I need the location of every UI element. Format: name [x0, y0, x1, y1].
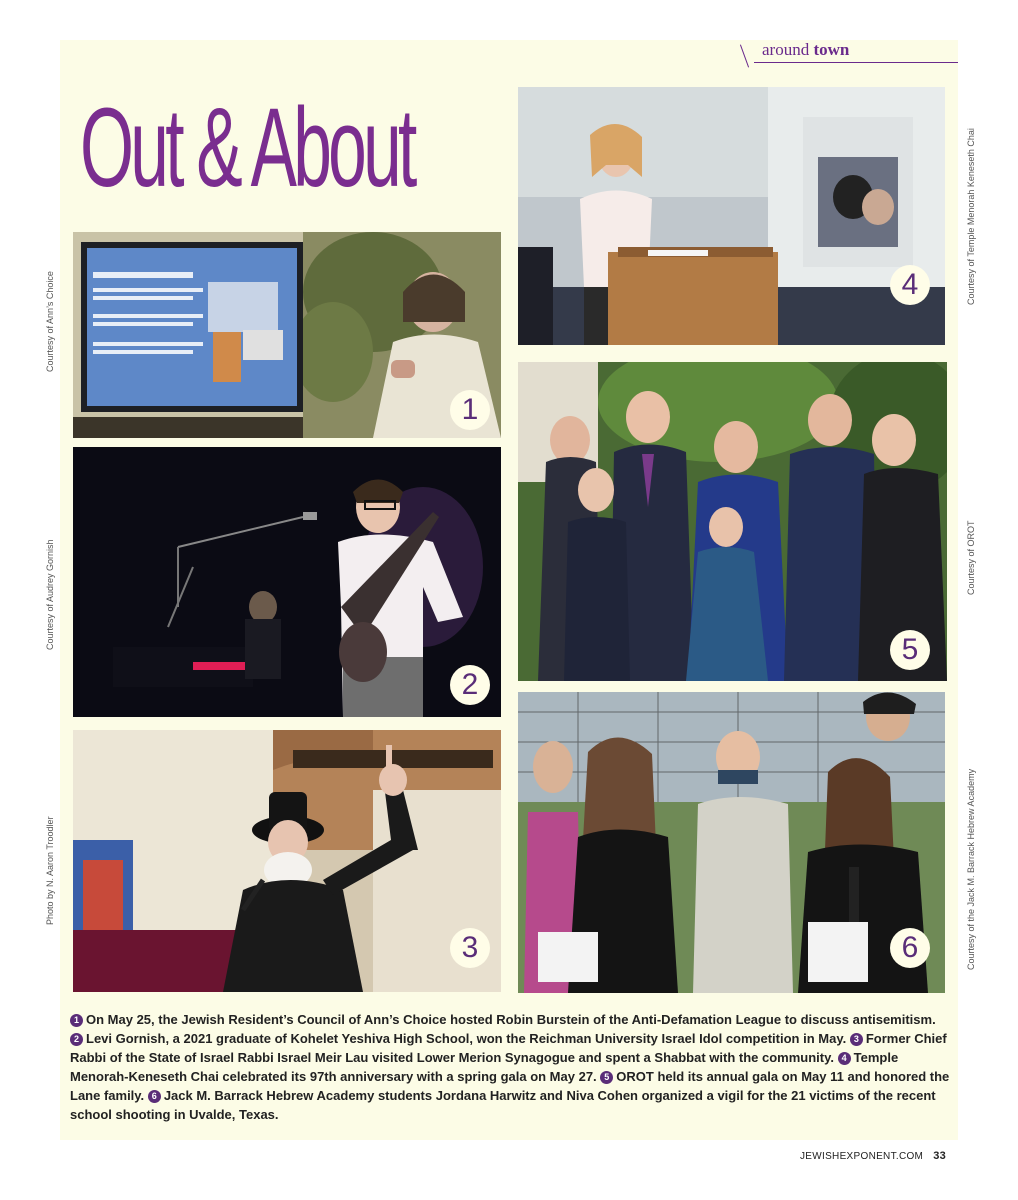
- photo-2: [73, 447, 501, 717]
- caption-1: On May 25, the Jewish Resident’s Council of Ann’s Choice hosted Robin Burstein of the Anti-Defamation League to discuss antisemitism.: [86, 1012, 936, 1027]
- photo-number-5: 5: [890, 630, 930, 670]
- photo-number-2: 2: [450, 665, 490, 705]
- section-tag-bold: town: [813, 40, 850, 59]
- photo-3: [73, 730, 501, 992]
- caption-6: Jack M. Barrack Hebrew Academy students Jordana Harwitz and Niva Cohen organized a vigil for the 21 victims of the recent school shooting in Uvalde, Texas.: [70, 1088, 936, 1122]
- caption-2: Levi Gornish, a 2021 graduate of Kohelet Yeshiva High School, won the Reichman University Israel Idol competition in May.: [86, 1031, 847, 1046]
- photo-number-3: 3: [450, 928, 490, 968]
- photo-4: [518, 87, 945, 345]
- photo-1: [73, 232, 501, 438]
- photo-credit-2: Courtesy of Audrey Gornish: [45, 539, 55, 650]
- section-tag-light: around: [762, 40, 810, 59]
- photo-5: [518, 362, 947, 681]
- page-number: 33: [933, 1150, 947, 1162]
- section-tag-rule: [754, 62, 958, 63]
- photo-credit-4: Courtesy of Temple Menorah Keneseth Chai: [966, 128, 976, 305]
- photo-number-1: 1: [450, 390, 490, 430]
- photo-credit-6: Courtesy of the Jack M. Barrack Hebrew Academy: [966, 768, 976, 970]
- section-tag: [762, 40, 849, 60]
- caption-bullet-5: 5: [600, 1071, 613, 1084]
- caption-bullet-3: 3: [850, 1033, 863, 1046]
- caption-4: Temple Menorah-Keneseth Chai celebrated its 97th anniversary with a spring gala on May 27.: [70, 1050, 899, 1084]
- captions-block: [70, 1010, 950, 1124]
- photo-credit-1: Courtesy of Ann’s Choice: [45, 271, 55, 372]
- caption-bullet-6: 6: [148, 1090, 161, 1103]
- page-title: Out & About: [80, 85, 414, 210]
- caption-5: OROT held its annual gala on May 11 and honored the Lane family.: [70, 1069, 950, 1103]
- page-footer: [800, 1150, 946, 1162]
- photo-number-4: 4: [890, 265, 930, 305]
- caption-3: Former Chief Rabbi of the State of Israel Rabbi Israel Meir Lau visited Lower Merion Synagogue and spent a Shabbat with the community.: [70, 1031, 947, 1065]
- photo-credit-3: Photo by N. Aaron Troodler: [45, 816, 55, 925]
- caption-bullet-4: 4: [838, 1052, 851, 1065]
- caption-bullet-2: 2: [70, 1033, 83, 1046]
- photo-6: [518, 692, 945, 993]
- photo-number-6: 6: [890, 928, 930, 968]
- photo-credit-5: Courtesy of OROT: [966, 520, 976, 595]
- footer-site: JEWISHEXPONENT.COM: [800, 1151, 924, 1162]
- caption-bullet-1: 1: [70, 1014, 83, 1027]
